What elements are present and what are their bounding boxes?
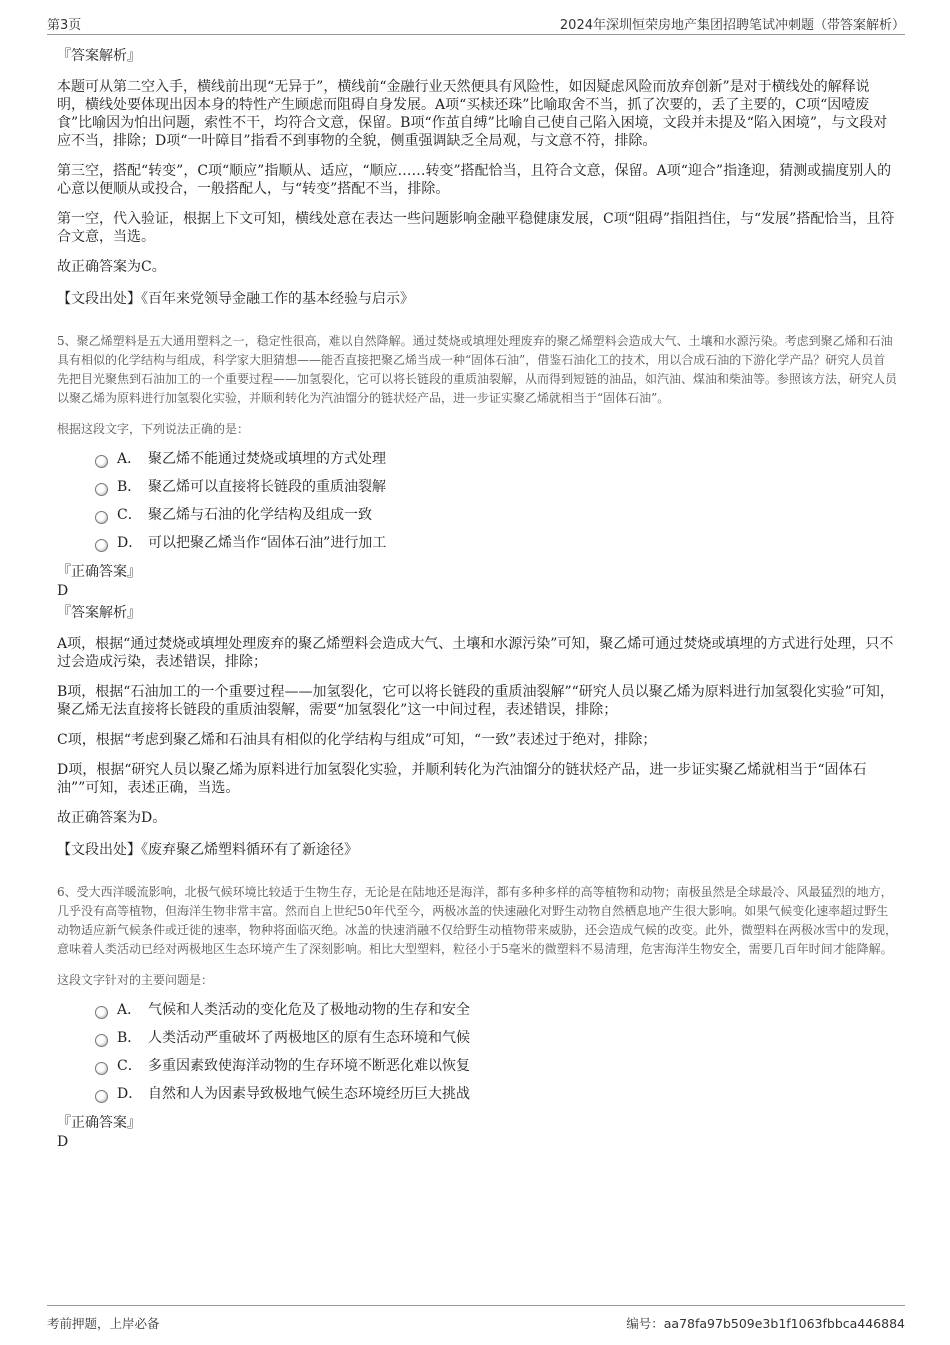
option-text: 可以把聚乙烯当作“固体石油”进行加工 [148, 535, 387, 551]
option-b[interactable] [95, 476, 897, 504]
option-d[interactable] [95, 1083, 897, 1111]
option-d[interactable] [95, 532, 897, 560]
radio-button-icon[interactable] [95, 1062, 108, 1075]
correct-answer-tag: 『正确答案』 [57, 564, 141, 580]
analysis-paragraph: A项，根据“通过焚烧或填埋处理废弃的聚乙烯塑料会造成大气、土壤和水源污染”可知，聚乙烯可通过焚烧或填埋的方式进行处理，只不过会造成污染，表述错误，排除； [57, 636, 894, 670]
option-letter: B． [117, 479, 142, 495]
option-a[interactable] [95, 448, 897, 476]
radio-button-icon[interactable] [95, 1034, 108, 1047]
option-text: 人类活动严重破坏了两极地区的原有生态环境和气候 [148, 1030, 470, 1046]
question-6-stem: 6、受大西洋暖流影响，北极气候环境比较适于生物生存，无论是在陆地还是海洋，都有多种多样的高等植物和动物；南极虽然是全球最冷、风最猛烈的地方，几乎没有高等植物，但海洋生物非常丰富。然而自上世纪50年代至今，两极冰盖的快速融化对野生动物自然栖息地产生很大影响。如果气候变化速率超过野生动物适应新气候条件或迁徙的速率，物种将面临灭绝。冰盖的快速消融不仅给野生动植物带来威胁，还会造成气候的改变。此外，微塑料在两极冰雪中的发现，意味着人类活动已经对两极地区生态环境产生了深刻影响。相比大型塑料，粒径小于5毫米的微塑料不易清理，危害海洋生物安全，需要几百年时间才能降解。 [57, 885, 898, 956]
page-number: 第3页 [47, 18, 82, 33]
radio-button-icon[interactable] [95, 539, 108, 552]
option-letter: C． [117, 1058, 142, 1074]
option-c[interactable] [95, 1055, 897, 1083]
radio-button-icon[interactable] [95, 1006, 108, 1019]
radio-button-icon[interactable] [95, 511, 108, 524]
option-letter: D． [117, 1086, 143, 1102]
option-text: 气候和人类活动的变化危及了极地动物的生存和安全 [148, 1002, 470, 1018]
analysis-paragraph: C项，根据“考虑到聚乙烯和石油具有相似的化学结构与组成”可知，“一致”表述过于绝对，排除； [57, 732, 657, 748]
radio-button-icon[interactable] [95, 1090, 108, 1103]
analysis-paragraph: 第一空，代入验证，根据上下文可知，横线处意在表达一些问题影响金融平稳健康发展，C项“阻碍”指阻挡住，与“发展”搭配恰当，且符合文意，当选。 [57, 211, 895, 245]
option-letter: A． [117, 1002, 142, 1018]
question-6-options [95, 999, 897, 1111]
option-letter: C． [117, 507, 142, 523]
analysis-conclusion: 故正确答案为C。 [57, 259, 166, 275]
option-text: 自然和人为因素导致极地气候生态环境经历巨大挑战 [148, 1086, 470, 1102]
analysis-tag: 『答案解析』 [57, 48, 141, 64]
document-id: 编号：aa78fa97b509e3b1f1063fbbca446884 [626, 1316, 905, 1331]
option-c[interactable] [95, 504, 897, 532]
option-text: 聚乙烯与石油的化学结构及组成一致 [148, 507, 372, 523]
analysis-conclusion: 故正确答案为D。 [57, 810, 167, 826]
analysis-paragraph: D项，根据“研究人员以聚乙烯为原料进行加氢裂化实验，并顺利转化为汽油馏分的链状烃产品，进一步证实聚乙烯就相当于“固体石油””可知，表述正确，当选。 [57, 762, 867, 796]
option-letter: B． [117, 1030, 142, 1046]
question-5-stem: 5、聚乙烯塑料是五大通用塑料之一，稳定性很高，难以自然降解。通过焚烧或填埋处理废弃的聚乙烯塑料会造成大气、土壤和水源污染。考虑到聚乙烯和石油具有相似的化学结构与组成，科学家大胆猜想——能否直接把聚乙烯当成一种“固体石油”，借鉴石油化工的技术，用以合成石油的下游化学产品？研究人员首先把目光聚焦到石油加工的一个重要过程——加氢裂化，它可以将长链段的重质油裂解，从而得到短链的油品，如汽油、煤油和柴油等。参照该方法，研究人员以聚乙烯为原料进行加氢裂化实验，并顺利转化为汽油馏分的链状烃产品，进一步证实聚乙烯就相当于“固体石油”。 [57, 334, 898, 405]
option-letter: D． [117, 535, 143, 551]
page-footer [47, 1305, 905, 1330]
analysis-paragraph: B项，根据“石油加工的一个重要过程——加氢裂化，它可以将长链段的重质油裂解”“研究人员以聚乙烯为原料进行加氢裂化实验”可知，聚乙烯无法直接将长链段的重质油裂解，需要“加氢裂化”这一中间过程，表述错误，排除； [57, 684, 894, 718]
option-text: 聚乙烯不能通过焚烧或填埋的方式处理 [148, 451, 386, 467]
option-text: 聚乙烯可以直接将长链段的重质油裂解 [148, 479, 386, 495]
analysis-paragraph: 第三空，搭配“转变”，C项“顺应”指顺从、适应，“顺应……转变”搭配恰当，且符合文意，保留。A项“迎合”指逢迎，猜测或揣度别人的心意以便顺从或投合，一般搭配人，与“转变”搭配不当，排除。 [57, 163, 892, 197]
radio-button-icon[interactable] [95, 455, 108, 468]
page-content [57, 44, 897, 1152]
analysis-paragraph: 本题可从第二空入手，横线前出现“无异于”，横线前“金融行业天然便具有风险性，如因疑虑风险而放弃创新”是对于横线处的解释说明，横线处要体现出因本身的特性产生顾虑而阻碍自身发展。A项“买椟还珠”比喻取舍不当，抓了次要的，丢了主要的，C项“因噎废食”比喻因为怕出问题，索性不干，均符合文意，保留。B项“作茧自缚”比喻自己使自己陷入困境，文段并未提及“陷入困境”，与文段对应不当，排除；D项“一叶障目”指看不到事物的全貌，侧重强调缺乏全局观，与文意不符，排除。 [57, 79, 888, 149]
correct-answer: D [57, 583, 69, 599]
question-5-options [95, 448, 897, 560]
document-title: 2024年深圳恒荣房地产集团招聘笔试冲刺题（带答案解析） [559, 18, 905, 33]
source-citation: 【文段出处】《百年来党领导金融工作的基本经验与启示》 [57, 291, 414, 307]
source-citation: 【文段出处】《废弃聚乙烯塑料循环有了新途径》 [57, 842, 358, 858]
option-text: 多重因素致使海洋动物的生存环境不断恶化难以恢复 [148, 1058, 470, 1074]
question-6-prompt: 这段文字针对的主要问题是： [57, 973, 214, 987]
correct-answer: D [57, 1134, 69, 1150]
correct-answer-tag: 『正确答案』 [57, 1115, 141, 1131]
radio-button-icon[interactable] [95, 483, 108, 496]
option-letter: A． [117, 451, 142, 467]
question-5-prompt: 根据这段文字，下列说法正确的是： [57, 422, 250, 436]
page-header [47, 12, 905, 35]
analysis-tag: 『答案解析』 [57, 605, 141, 621]
option-a[interactable] [95, 999, 897, 1027]
footer-slogan: 考前押题，上岸必备 [47, 1316, 160, 1331]
option-b[interactable] [95, 1027, 897, 1055]
